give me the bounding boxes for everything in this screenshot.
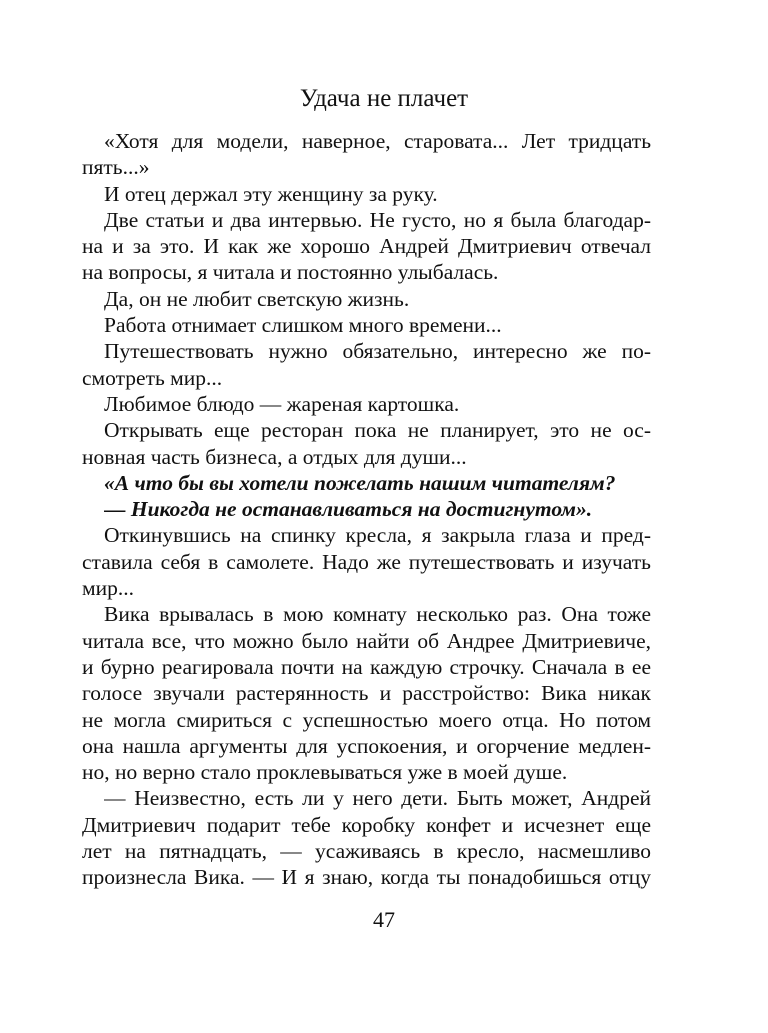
text-line: Любимое блюдо — жареная картошка. (104, 391, 460, 416)
text-line: новная часть бизнеса, а отдых для души... (82, 444, 467, 469)
text-line: «А что бы вы хотели пожелать нашим читателям? (104, 470, 616, 495)
text-line: — Неизвестно, есть ли у него дети. Быть может, Андрей (104, 786, 651, 811)
text-line: мир... (82, 576, 134, 601)
text-line: лет на пятнадцать, — усаживаясь в кресло, насмешливо (82, 839, 651, 864)
text-line: смотреть мир... (82, 365, 223, 390)
text-line: читала все, что можно было найти об Андрее Дмитриевиче, (82, 628, 651, 653)
text-line: Откинувшись на спинку кресла, я закрыла глаза и пред- (104, 523, 651, 548)
body-text (82, 128, 651, 891)
text-line: Работа отнимает слишком много времени... (104, 313, 502, 338)
text-line: не могла смириться с успешностью моего отца. Но потом (82, 707, 651, 732)
text-line: ставила себя в самолете. Надо же путешествовать и изучать (82, 549, 651, 574)
text-line: на вопросы, я читала и постоянно улыбалась. (82, 260, 499, 285)
text-line: пять...» (82, 155, 150, 180)
running-title: Удача не плачет (299, 85, 469, 112)
text-line: но, но верно стало проклевываться уже в моей душе. (82, 760, 568, 785)
text-line: Две статьи и два интервью. Не густо, но я была благодар- (104, 207, 651, 232)
text-line: «Хотя для модели, наверное, старовата... Лет тридцать (104, 129, 651, 153)
text-line: Вика врывалась в мою комнату несколько раз. Она тоже (104, 602, 651, 627)
text-line: Открывать еще ресторан пока не планирует, это не ос- (104, 418, 651, 443)
text-line: голосе звучали растерянность и расстройство: Вика никак (82, 681, 651, 706)
text-line: Дмитриевич подарит тебе коробку конфет и исчезнет еще (82, 812, 651, 837)
text-line: И отец держал эту женщину за руку. (104, 181, 438, 206)
text-line: — Никогда не останавливаться на достигнутом». (104, 497, 593, 522)
text-line: Да, он не любит светскую жизнь. (104, 286, 410, 311)
text-line: она нашла аргументы для успокоения, и огорчение медлен- (82, 733, 651, 758)
text-line: на и за это. И как же хорошо Андрей Дмитриевич отвечал (82, 234, 651, 259)
page-number: 47 (373, 907, 395, 932)
text-line: Путешествовать нужно обязательно, интересно же по- (104, 339, 651, 364)
text-line: произнесла Вика. — И я знаю, когда ты понадобишься отцу (82, 865, 651, 890)
text-line: и бурно реагировала почти на каждую строчку. Сначала в ее (82, 654, 651, 679)
